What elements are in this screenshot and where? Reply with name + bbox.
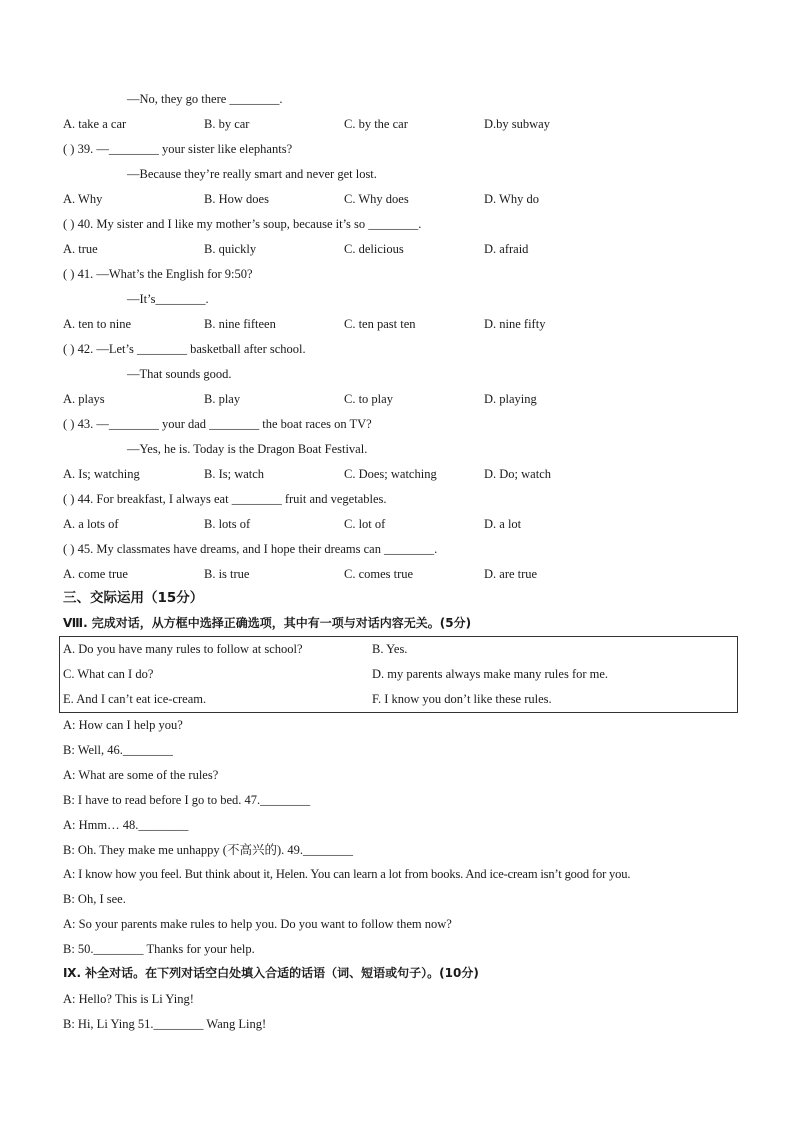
q42-option-b: B. play (204, 392, 241, 406)
q41-question: ( ) 41. —What’s the English for 9:50? (63, 267, 253, 281)
q44-option-d: D. a lot (484, 517, 522, 531)
q41-option-c: C. ten past ten (344, 317, 416, 331)
dialogue-line: A: What are some of the rules? (63, 768, 219, 782)
q40-option-b: B. quickly (204, 242, 257, 256)
q44-option-b: B. lots of (204, 517, 251, 531)
q40-option-c: C. delicious (344, 242, 404, 256)
q38-option-d: D.by subway (484, 117, 550, 131)
q43-option-b: B. Is; watch (204, 467, 265, 481)
q43-option-d: D. Do; watch (484, 467, 551, 481)
q44-question: ( ) 44. For breakfast, I always eat ________ fruit and vegetables. (63, 492, 387, 506)
dialogue-line: B: Well, 46.________ (63, 743, 173, 757)
q40-option-a: A. true (63, 242, 98, 256)
q44-option-c: C. lot of (344, 517, 386, 531)
box-option-b: B. Yes. (372, 642, 408, 656)
box-option-f: F. I know you don’t like these rules. (372, 692, 552, 706)
q41-reply: —It’s________. (127, 292, 209, 306)
part8-title: Ⅷ. 完成对话，从方框中选择正确选项，其中有一项与对话内容无关。(5分) (63, 616, 472, 630)
dialogue-line: B: Oh, I see. (63, 892, 126, 906)
dialogue-line: A: So your parents make rules to help you. Do you want to follow them now? (63, 917, 452, 931)
dialogue2-line: B: Hi, Li Ying 51.________ Wang Ling! (63, 1017, 267, 1031)
part9-title: Ⅸ. 补全对话。在下列对话空白处填入合适的话语（词、短语或句子）。(10分) (63, 966, 479, 980)
dialogue-line: B: Oh. They make me unhappy (不高兴的). 49.________ (63, 843, 354, 857)
q45-option-d: D. are true (484, 567, 538, 581)
q38-option-c: C. by the car (344, 117, 408, 131)
box-option-c: C. What can I do? (63, 667, 154, 681)
q39-question: ( ) 39. —________ your sister like elephants? (63, 142, 293, 156)
q43-reply: —Yes, he is. Today is the Dragon Boat Festival. (127, 442, 368, 456)
q41-option-b: B. nine fifteen (204, 317, 276, 331)
box-option-a: A. Do you have many rules to follow at school? (63, 642, 303, 656)
q40-question: ( ) 40. My sister and I like my mother’s soup, because it’s so ________. (63, 217, 422, 231)
q39-option-c: C. Why does (344, 192, 409, 206)
q39-option-d: D. Why do (484, 192, 539, 206)
section-title: 三、交际运用（15分） (63, 590, 204, 606)
q39-reply: —Because they’re really smart and never get lost. (127, 167, 377, 181)
box-option-e: E. And I can’t eat ice-cream. (63, 692, 207, 706)
dialogue-line: A: I know how you feel. But think about it, Helen. You can learn a lot from books. And ice-cream isn’t good for you. (63, 867, 631, 881)
q43-option-c: C. Does; watching (344, 467, 437, 481)
box-option-d: D. my parents always make many rules for me. (372, 667, 609, 681)
dialogue-line: A: How can I help you? (63, 718, 183, 732)
q40-option-d: D. afraid (484, 242, 529, 256)
q45-option-c: C. comes true (344, 567, 414, 581)
q39-option-b: B. How does (204, 192, 269, 206)
dialogue-line: B: I have to read before I go to bed. 47.________ (63, 793, 311, 807)
q45-option-b: B. is true (204, 567, 250, 581)
q45-question: ( ) 45. My classmates have dreams, and I hope their dreams can ________. (63, 542, 438, 556)
q42-reply: —That sounds good. (127, 367, 232, 381)
q38-option-a: A. take a car (63, 117, 127, 131)
q42-option-c: C. to play (344, 392, 393, 406)
q39-option-a: A. Why (63, 192, 103, 206)
q38-option-b: B. by car (204, 117, 250, 131)
q41-option-d: D. nine fifty (484, 317, 546, 331)
dialogue2-line: A: Hello? This is Li Ying! (63, 992, 194, 1006)
dialogue-line: B: 50.________ Thanks for your help. (63, 942, 255, 956)
q42-option-a: A. plays (63, 392, 105, 406)
q42-option-d: D. playing (484, 392, 537, 406)
q41-option-a: A. ten to nine (63, 317, 132, 331)
q44-option-a: A. a lots of (63, 517, 119, 531)
q43-question: ( ) 43. —________ your dad ________ the boat races on TV? (63, 417, 372, 431)
q43-option-a: A. Is; watching (63, 467, 140, 481)
q38-reply: —No, they go there ________. (127, 92, 283, 106)
q42-question: ( ) 42. —Let’s ________ basketball after school. (63, 342, 306, 356)
q45-option-a: A. come true (63, 567, 128, 581)
dialogue-line: A: Hmm… 48.________ (63, 818, 189, 832)
